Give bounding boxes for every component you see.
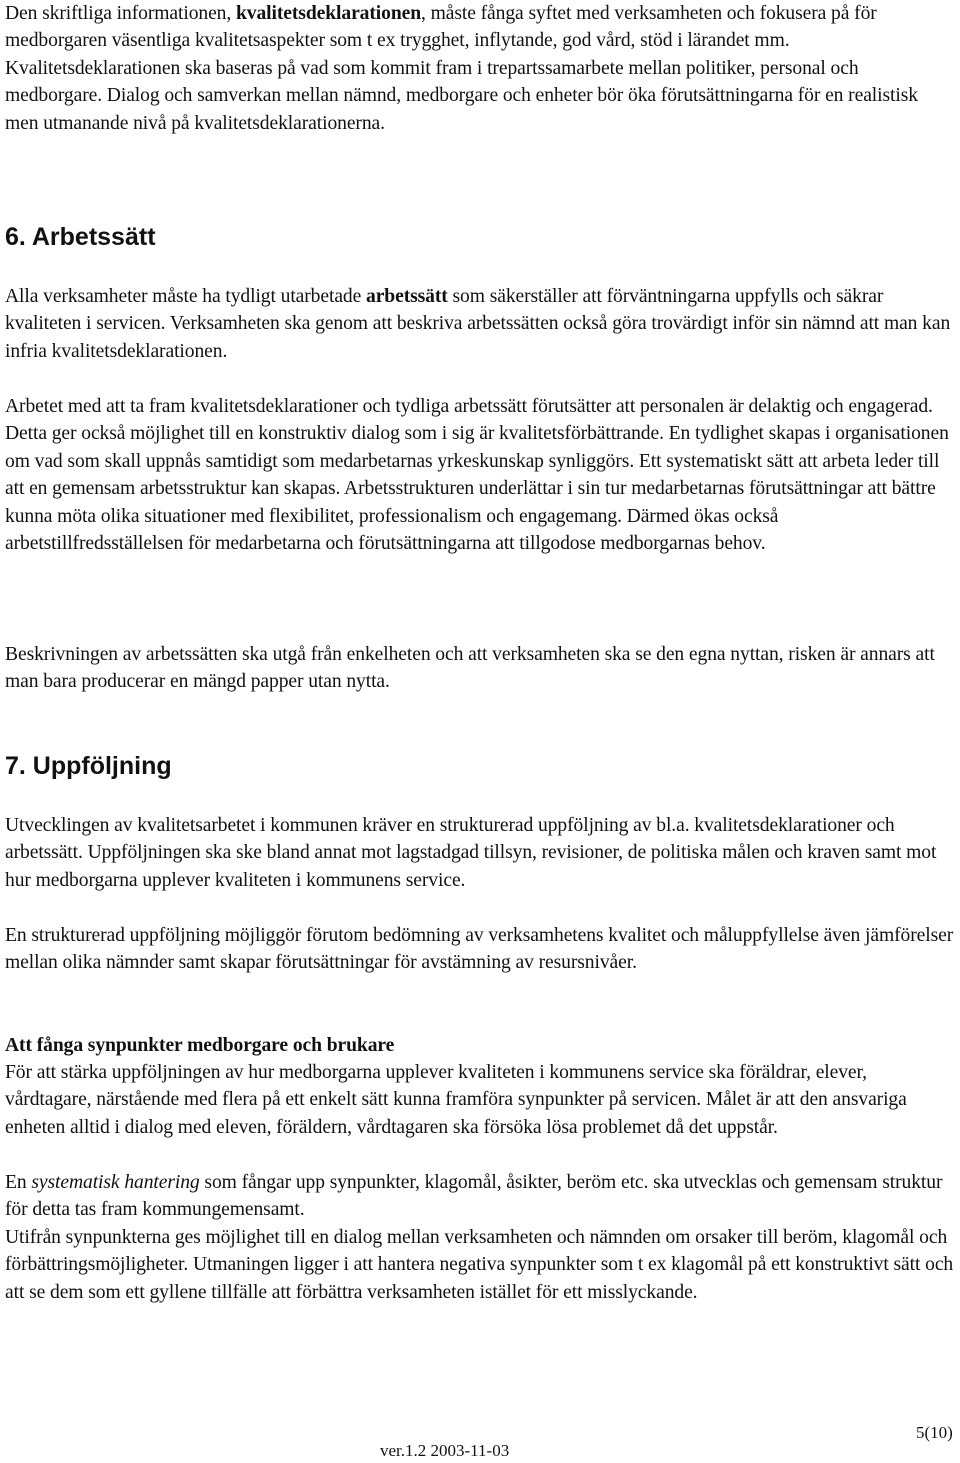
s7-p4-text-2: som fångar upp synpunkter, klagomål, åsikter, beröm etc. ska utvecklas och gemensam struktur för detta tas fram kommungemensamt. <box>5 1172 943 1221</box>
section-7-heading: 7. Uppföljning <box>5 752 172 780</box>
s6-p1-bold-term: arbetssätt <box>366 286 448 307</box>
section-7-paragraph-4 <box>5 1169 955 1224</box>
section-7-paragraph-2: En strukturerad uppföljning möjliggör förutom bedömning av verksamhetens kvalitet och måluppfyllelse även jämförelser mellan olika nämnder samt skapar förutsättningar för avstämning av resursnivåer. <box>5 925 954 974</box>
section-6-paragraph-2: Arbetet med att ta fram kvalitetsdeklarationer och tydliga arbetssätt förutsätter att personalen är delaktig och engagerad. Detta ger också möjlighet till en konstruktiv dialog som i sig är kvalitetsförbättrande. En tydlighet skapas i organisationen om vad som skall uppnås samtidigt som medarbetarnas yrkeskunskap synliggörs. Ett systematiskt sätt att arbeta leder till att en gemensam arbetsstruktur kan skapas. Arbetsstrukturen underlättar i sin tur medarbetarnas förutsättningar att bättre kunna möta olika situationer med flexibilitet, professionalism och engagemang. Därmed ökas också arbetstillfredsställelsen för medarbetarna och förutsättningarna att tillgodose medborgarnas behov. <box>5 396 949 555</box>
section-6-heading: 6. Arbetssätt <box>5 223 156 251</box>
s7-p4-text-1: En <box>5 1172 32 1193</box>
s6-p1-text-2: som säkerställer att förväntningarna uppfylls och säkrar kvaliteten i servicen. Verksamheten ska genom att beskriva arbetssätten också göra trovärdigt inför sin nämnd att man kan infria kvalitetsdeklarationen. <box>5 286 951 362</box>
s6-p1-text-1: Alla verksamheter måste ha tydligt utarbetade <box>5 286 367 307</box>
s7-p4-italic-term: systematisk hantering <box>31 1172 200 1193</box>
section-7-subheading: Att fånga synpunkter medborgare och brukare <box>5 1035 395 1056</box>
page-number: 5(10) <box>916 1423 953 1442</box>
intro-text-1: Den skriftliga informationen, <box>5 3 236 24</box>
section-6-paragraph-3: Beskrivningen av arbetssätten ska utgå från enkelheten och att verksamheten ska se den egna nyttan, risken är annars att man bara producerar en mängd papper utan nytta. <box>5 644 935 693</box>
section-7-paragraph-1: Utvecklingen av kvalitetsarbetet i kommunen kräver en strukturerad uppföljning av bl.a. kvalitetsdeklarationer och arbetssätt. Uppföljningen ska ske bland annat mot lagstadgad tillsyn, revisioner, de politiska målen och kraven samt mot hur medborgarna upplever kvaliteten i kommunens service. <box>5 815 937 891</box>
section-7-paragraph-5: Utifrån synpunkterna ges möjlighet till en dialog mellan verksamheten och nämnden om orsaker till beröm, klagomål och förbättringsmöjligheter. Utmaningen ligger i att hantera negativa synpunkter som t ex klagomål på ett konstruktivt sätt och att se dem som ett gyllene tillfälle att förbättra verksamheten istället för ett misslyckande. <box>5 1227 954 1303</box>
section-7-paragraph-3: För att stärka uppföljningen av hur medborgarna upplever kvaliteten i kommunens service ska föräldrar, elever, vårdtagare, närstående med flera på ett enkelt sätt kunna framföra synpunkter på servicen. Målet är att den ansvariga enheten alltid i dialog med eleven, föräldern, vårdtagaren ska försöka lösa problemet då det uppstår. <box>5 1062 907 1138</box>
version-footer: ver.1.2 2003-11-03 <box>380 1441 510 1460</box>
intro-text-2: , måste fånga syftet med verksamheten och fokusera på för medborgaren väsentliga kvalitetsaspekter som t ex trygghet, inflytande, god vård, stöd i lärandet mm. Kvalitetsdeklarationen ska baseras på vad som kommit fram i trepartssamarbete mellan politiker, personal och medborgare. Dialog och samverkan mellan nämnd, medborgare och enheter bör öka förutsättningarna för en realistisk men utmanande nivå på kvalitetsdeklarationerna. <box>5 3 918 134</box>
intro-bold-term: kvalitetsdeklarationen <box>235 3 422 24</box>
intro-paragraph <box>5 0 955 137</box>
section-6-paragraph-1 <box>5 283 955 365</box>
